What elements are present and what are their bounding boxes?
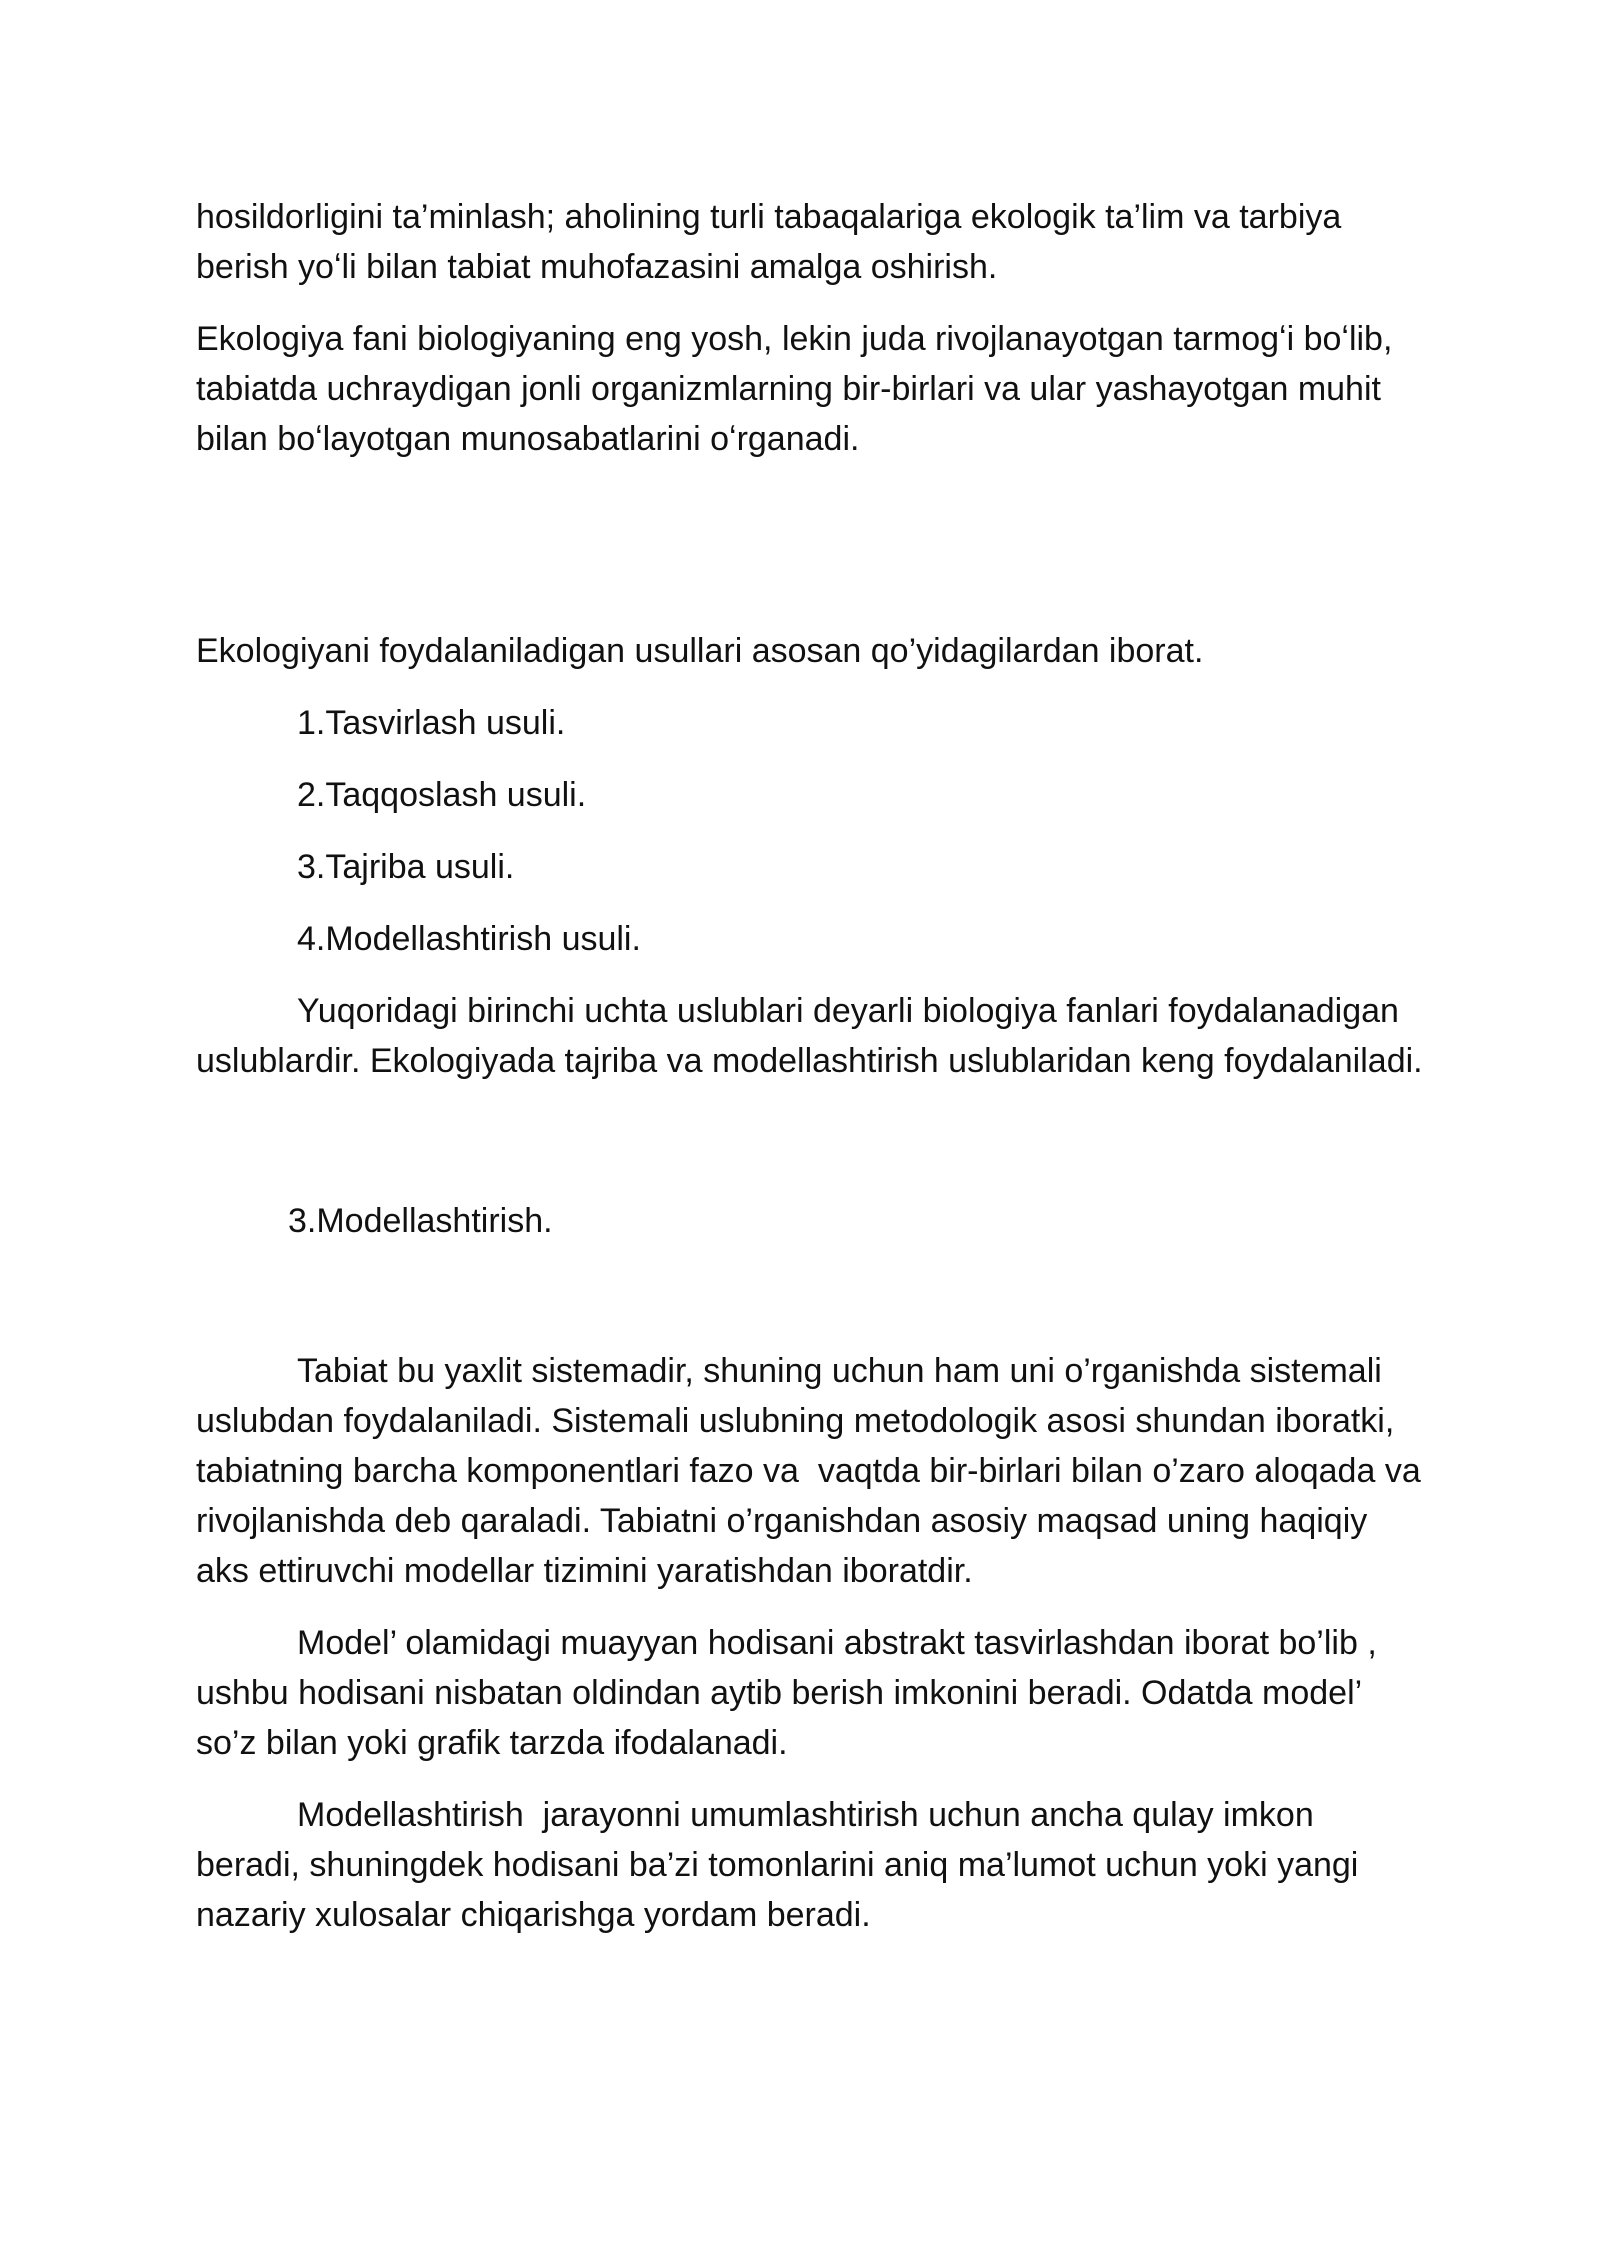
spacer — [196, 1246, 1426, 1346]
paragraph-model-definition: Model’ olamidagi muayyan hodisani abstrakt tasvirlashdan iborat bo’lib , ushbu hodisani nisbatan oldindan aytib berish imkonini beradi. Odatda model’ so’z bilan yoki grafik tarzda ifodalanadi. — [196, 1624, 1387, 1762]
paragraph-ecology-definition: Ekologiya fani biologiyaning eng yosh, lekin juda rivojlanayotgan tarmogʻi boʻlib, tabiatda uchraydigan jonli organizmlarning bir-birlari va ular yashayotgan muhit bilan boʻlayotgan munosabatlarini oʻrganadi. — [196, 320, 1402, 458]
paragraph-system-approach: Tabiat bu yaxlit sistemadir, shuning uchun ham uni o’rganishda sistemali uslubdan foydalaniladi. Sistemali uslubning metodologik asosi shundan iboratki, tabiatning barcha komponentlari fazo va vaqtda bir-birlari bilan o’zaro aloqada va rivojlanishda deb qaraladi. Tabiatni o’rganishdan asosiy maqsad uning haqiqiy aks ettiruvchi modellar tizimini yaratishdan iboratdir. — [196, 1352, 1431, 1590]
section-heading: 3.Modellashtirish. — [288, 1202, 553, 1240]
methods-intro: Ekologiyani foydalaniladigan usullari asosan qo’yidagilardan iborat. — [196, 632, 1204, 670]
spacer — [196, 486, 1426, 626]
list-item: 4.Modellashtirish usuli. — [297, 920, 641, 958]
list-item: 2.Taqqoslash usuli. — [297, 776, 587, 814]
paragraph-modelling-benefits: Modellashtirish jarayonni umumlashtirish uchun ancha qulay imkon beradi, shuningdek hodisani ba’zi tomonlarini aniq ma’lumot uchun yoki yangi nazariy xulosalar chiqarishga yordam beradi. — [196, 1796, 1368, 1934]
spacer — [196, 1108, 1426, 1196]
paragraph-intro-continued: hosildorligini ta’minlash; aholining turli tabaqalariga ekologik ta’lim va tarbiya berish yoʻli bilan tabiat muhofazasini amalga oshirish. — [196, 198, 1351, 286]
list-item: 1.Tasvirlash usuli. — [297, 704, 566, 742]
document-body — [196, 192, 1431, 1962]
methods-summary: Yuqoridagi birinchi uchta uslublari deyarli biologiya fanlari foydalanadigan uslublardir. Ekologiyada tajriba va modellashtirish uslublaridan keng foydalaniladi. — [196, 992, 1423, 1080]
methods-list — [196, 698, 1426, 964]
list-item: 3.Tajriba usuli. — [297, 848, 515, 886]
